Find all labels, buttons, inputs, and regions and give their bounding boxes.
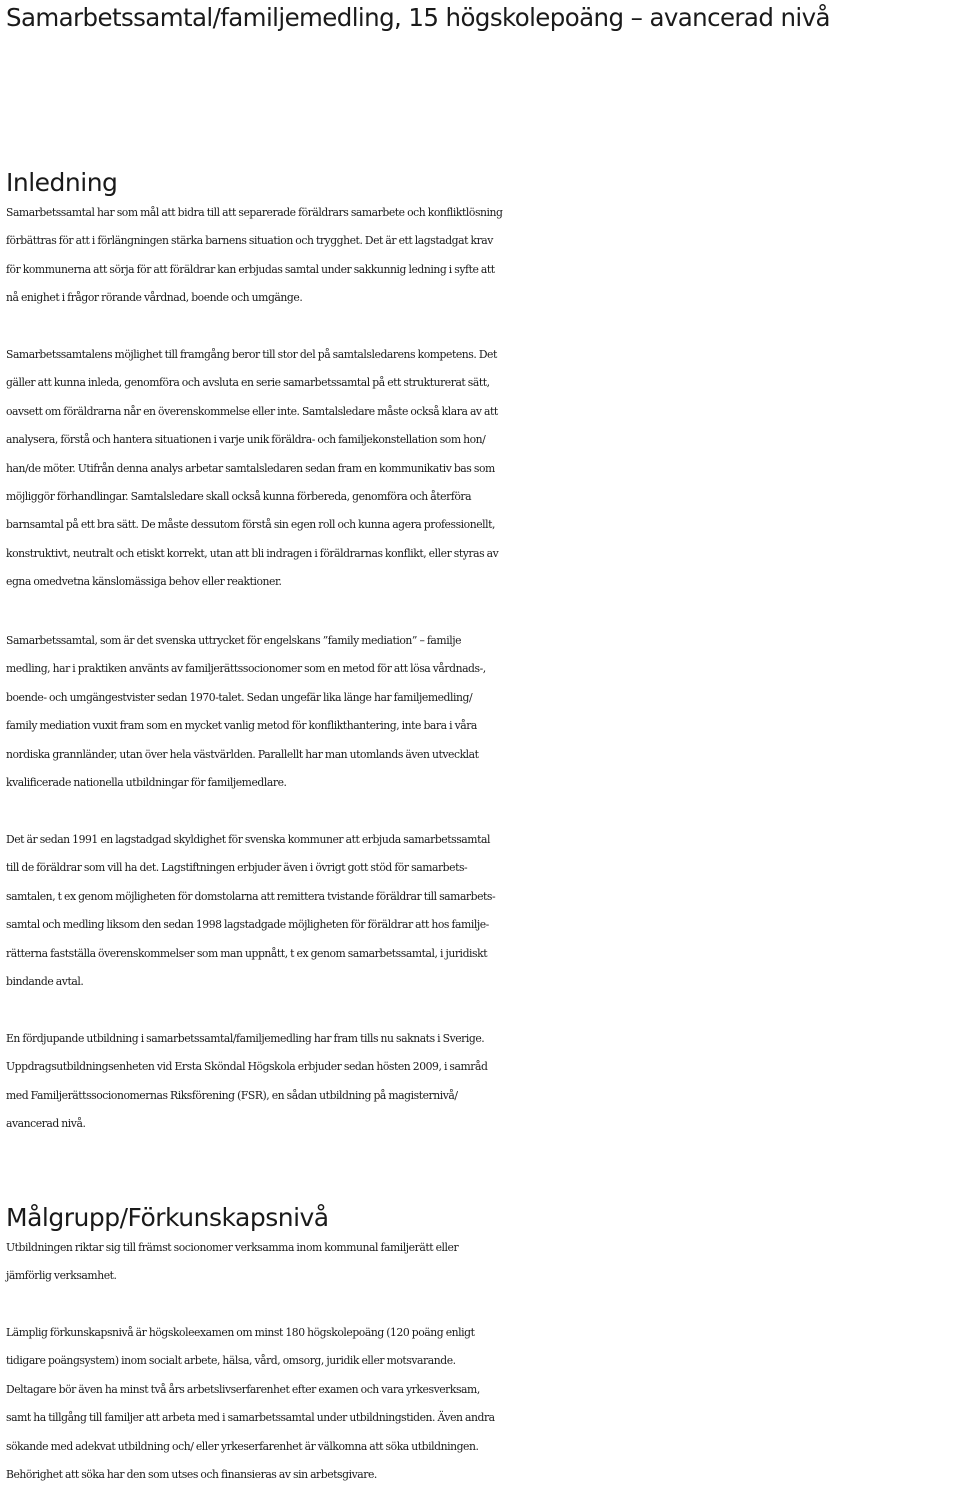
document-title: Samarbetssamtal/familjemedling, 15 högskolepoäng – avancerad nivå	[6, 3, 830, 32]
text-line: Utbildningen riktar sig till främst socionomer verksamma inom kommunal familjerätt eller	[6, 1241, 459, 1254]
text-line: med Familjerättssocionomernas Riksförening (FSR), en sådan utbildning på magisternivå/	[6, 1088, 458, 1102]
text-line: egna omedvetna känslomässiga behov eller reaktioner.	[6, 575, 282, 589]
text-line: Samarbetssamtalens möjlighet till framgång beror till stor del på samtalsledarens kompetens. Det	[6, 348, 497, 361]
text-line: för kommunerna att sörja för att föräldrar kan erbjudas samtal under sakkunnig ledning i syfte att	[6, 262, 495, 276]
text-line: Samarbetssamtal har som mål att bidra till att separerade föräldrars samarbete och konfliktlösning	[6, 206, 503, 219]
text-line: han/de möter. Utifrån denna analys arbetar samtalsledaren sedan fram en kommunikativ bas som	[6, 461, 495, 475]
text-line: möjliggör förhandlingar. Samtalsledare skall också kunna förbereda, genomföra och återföra	[6, 489, 472, 503]
text-line: nå enighet i frågor rörande vårdnad, boende och umgänge.	[6, 291, 303, 305]
text-line: Behörighet att söka har den som utses och finansieras av sin arbetsgivare.	[6, 1467, 377, 1481]
text-line: förbättras för att i förlängningen stärka barnens situation och trygghet. Det är ett lagstadgat krav	[6, 234, 493, 248]
text-line: Uppdragsutbildningsenheten vid Ersta Sköndal Högskola erbjuder sedan hösten 2009, i samråd	[6, 1060, 488, 1074]
section-heading-malgrupp: Målgrupp/Förkunskapsnivå	[6, 1203, 329, 1232]
text-line: oavsett om föräldrarna når en överenskommelse eller inte. Samtalsledare måste också klara av att	[6, 404, 498, 418]
text-line: till de föräldrar som vill ha det. Lagstiftningen erbjuder även i övrigt gott stöd för samarbets-	[6, 861, 468, 875]
paragraph	[6, 1234, 960, 1291]
text-line: analysera, förstå och hantera situationen i varje unik föräldra- och familjekonstellation som hon/	[6, 433, 486, 447]
text-line: Lämplig förkunskapsnivå är högskoleexamen om minst 180 högskolepoäng (120 poäng enligt	[6, 1326, 475, 1339]
text-line: Samarbetssamtal, som är det svenska uttrycket för engelskans ”family mediation” – familje	[6, 634, 462, 647]
text-line: samtal och medling liksom den sedan 1998 lagstadgade möjligheten för föräldrar att hos familje-	[6, 918, 489, 932]
text-line: rätterna fastställa överenskommelser som man uppnått, t ex genom samarbetssamtal, i juridiskt	[6, 946, 488, 960]
paragraph	[6, 199, 960, 313]
text-line: boende- och umgängestvister sedan 1970-talet. Sedan ungefär lika länge har familjemedling/	[6, 690, 473, 704]
paragraph	[6, 1319, 960, 1489]
section-heading-inledning: Inledning	[6, 168, 118, 197]
text-line: gäller att kunna inleda, genomföra och avsluta en serie samarbetssamtal på ett strukturerat sätt,	[6, 376, 490, 390]
text-line: bindande avtal.	[6, 974, 84, 988]
text-line: kvalificerade nationella utbildningar för familjemedlare.	[6, 775, 287, 789]
text-line: jämförlig verksamhet.	[6, 1269, 117, 1283]
text-line: avancerad nivå.	[6, 1117, 86, 1131]
paragraph	[6, 341, 960, 597]
text-line: barnsamtal på ett bra sätt. De måste dessutom förstå sin egen roll och kunna agera professionellt,	[6, 518, 496, 532]
text-line: sökande med adekvat utbildning och/ eller yrkeserfarenhet är välkomna att söka utbildningen.	[6, 1439, 479, 1453]
text-line: nordiska grannländer, utan över hela västvärlden. Parallellt har man utomlands även utvecklat	[6, 747, 479, 761]
text-line: medling, har i praktiken använts av familjerättssocionomer som en metod för att lösa vårdnads-,	[6, 662, 486, 676]
text-line: En fördjupande utbildning i samarbetssamtal/familjemedling har fram tills nu saknats i Sverige.	[6, 1032, 485, 1045]
text-line: samt ha tillgång till familjer att arbeta med i samarbetssamtal under utbildningstiden. Även andra	[6, 1411, 495, 1425]
text-line: Det är sedan 1991 en lagstadgad skyldighet för svenska kommuner att erbjuda samarbetssamtal	[6, 833, 490, 846]
paragraph	[6, 1025, 960, 1139]
text-line: samtalen, t ex genom möjligheten för domstolarna att remittera tvistande föräldrar till samarbets-	[6, 889, 496, 903]
text-line: Deltagare bör även ha minst två års arbetslivserfarenhet efter examen och vara yrkesverksam,	[6, 1382, 480, 1396]
paragraph	[6, 826, 960, 996]
text-line: family mediation vuxit fram som en mycket vanlig metod för konflikthantering, inte bara i våra	[6, 719, 477, 733]
paragraph	[6, 627, 960, 797]
text-line: tidigare poängsystem) inom socialt arbete, hälsa, vård, omsorg, juridik eller motsvarande.	[6, 1354, 456, 1368]
text-line: konstruktivt, neutralt och etiskt korrekt, utan att bli indragen i föräldrarnas konflikt, eller styras av	[6, 546, 499, 560]
